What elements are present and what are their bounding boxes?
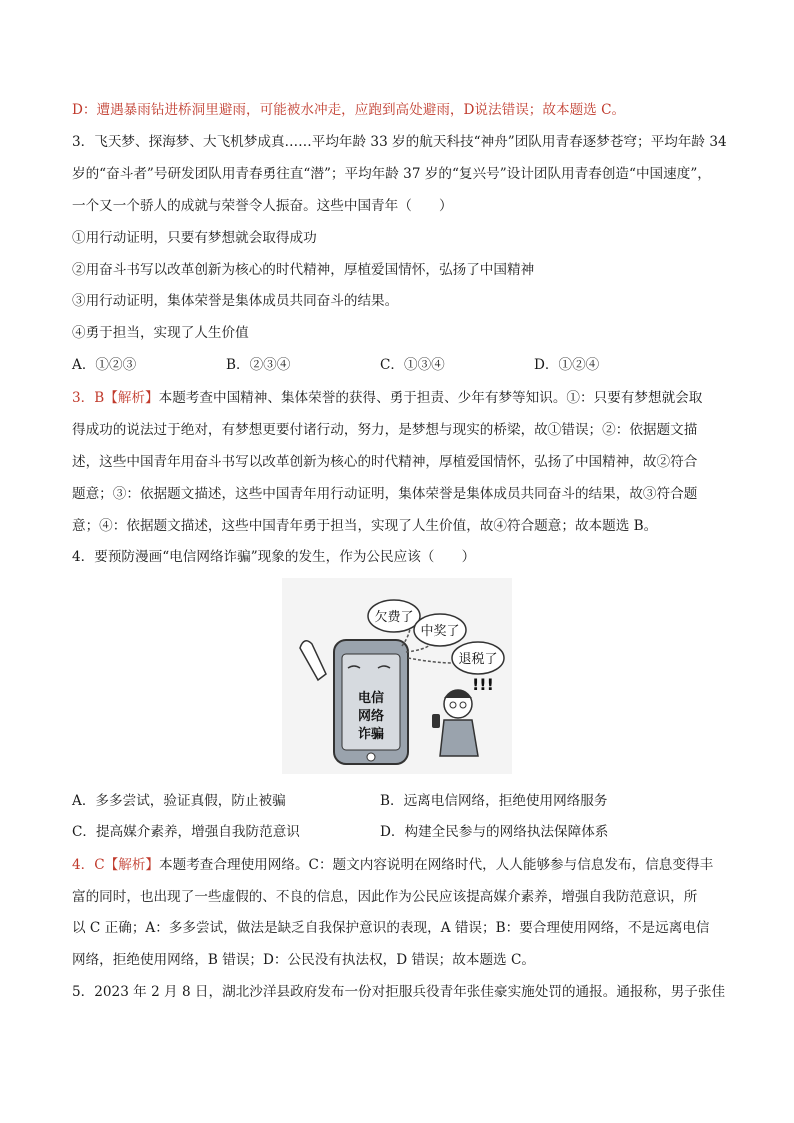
a4-line: 以 C 正确；A：多多尝试，做法是缺乏自我保护意识的表现，A 错误；B：要合理使用网络，不是远离电信 xyxy=(72,920,710,936)
a3-line: 述，这些中国青年用奋斗书写以改革创新为核心的时代精神，厚植爱国情怀，弘扬了中国精神，故②符合 xyxy=(72,454,698,470)
q3-stem-line: 3．飞天梦、探海梦、大飞机梦成真……平均年龄 33 岁的航天科技“神舟”团队用青春逐梦苍穹；平均年龄 34 xyxy=(72,134,727,150)
q3-stem-line: 一个又一个骄人的成就与荣誉令人振奋。这些中国青年（ ） xyxy=(72,198,453,214)
bubble-text: 欠费了 xyxy=(374,610,414,625)
man-body xyxy=(440,720,478,756)
a3-line: 题意；③：依据题文描述，这些中国青年用行动证明，集体荣誉是集体成员共同奋斗的结果，故③符合题 xyxy=(72,486,698,502)
q4-option-b: B．远离电信网络，拒绝使用网络服务 xyxy=(380,793,608,809)
q3-option-c: C．①③④ xyxy=(380,357,445,373)
q4-stem: 4．要预防漫画“电信网络诈骗”现象的发生，作为公民应该（ ） xyxy=(72,549,476,565)
a4-answer-head: 4．C【解析】 xyxy=(72,857,160,873)
prev-answer-line: D：遭遇暴雨钻进桥洞里避雨，可能被水冲走，应跑到高处避雨，D说法错误；故本题选 C。 xyxy=(72,102,626,118)
q3-statement: ①用行动证明，只要有梦想就会取得成功 xyxy=(72,230,317,246)
q4-option-c: C．提高媒介素养，增强自我防范意识 xyxy=(72,824,300,840)
telecom-fraud-cartoon xyxy=(282,578,512,774)
bubble-text: 中奖了 xyxy=(420,624,460,639)
q3-option-b: B．②③④ xyxy=(226,357,291,373)
phone-text-line: 网络 xyxy=(357,709,385,724)
a3-first-text: 本题考查中国精神、集体荣誉的获得、勇于担责、少年有梦等知识。①：只要有梦想就会取 xyxy=(158,390,703,406)
q4-option-d: D．构建全民参与的网络执法保障体系 xyxy=(380,824,609,840)
a3-line: 意；④：依据题文描述，这些中国青年勇于担当，实现了人生价值，故④符合题意；故本题选 B。 xyxy=(72,518,658,534)
q3-statement: ④勇于担当，实现了人生价值 xyxy=(72,325,249,341)
a3-line: 得成功的说法过于绝对，有梦想更要付诸行动，努力，是梦想与现实的桥梁，故①错误；②：依据题文描 xyxy=(72,422,698,438)
q5-stem-line: 5．2023 年 2 月 8 日，湖北沙洋县政府发布一份对拒服兵役青年张佳豪实施处罚的通报。通报称，男子张佳 xyxy=(72,984,726,1000)
q3-statement: ②用奋斗书写以改革创新为核心的时代精神，厚植爱国情怀，弘扬了中国精神 xyxy=(72,262,535,278)
phone-text-line: 电信 xyxy=(357,691,385,706)
phone-home-button xyxy=(367,753,375,761)
phone-text-line: 诈骗 xyxy=(357,727,385,742)
man-phone-icon xyxy=(432,714,440,728)
a4-first-text: 本题考查合理使用网络。C：题文内容说明在网络时代，人人能够参与信息发布，信息变得丰 xyxy=(159,857,714,873)
q3-option-d: D．①②④ xyxy=(534,357,600,373)
svg-text:!!!: !!! xyxy=(472,675,494,694)
q4-option-a: A．多多尝试，验证真假，防止被骗 xyxy=(72,793,286,809)
q3-statement: ③用行动证明，集体荣誉是集体成员共同奋斗的结果。 xyxy=(72,293,399,309)
q3-option-a: A．①②③ xyxy=(72,357,137,373)
a4-first-line xyxy=(72,855,713,875)
a3-answer-head: 3．B【解析】 xyxy=(72,390,159,406)
a4-line: 富的同时，也出现了一些虚假的、不良的信息，因此作为公民应该提高媒介素养，增强自我防范意识，所 xyxy=(72,889,698,905)
a4-line: 网络，拒绝使用网络，B 错误；D：公民没有执法权，D 错误；故本题选 C。 xyxy=(72,952,535,968)
q3-stem-line: 岁的“奋斗者”号研发团队用青春勇往直“潜”；平均年龄 37 岁的“复兴号”设计团队用青春创造“中国速度”， xyxy=(72,166,711,182)
bubble-text: 退税了 xyxy=(458,652,498,667)
a3-first-line xyxy=(72,388,702,408)
